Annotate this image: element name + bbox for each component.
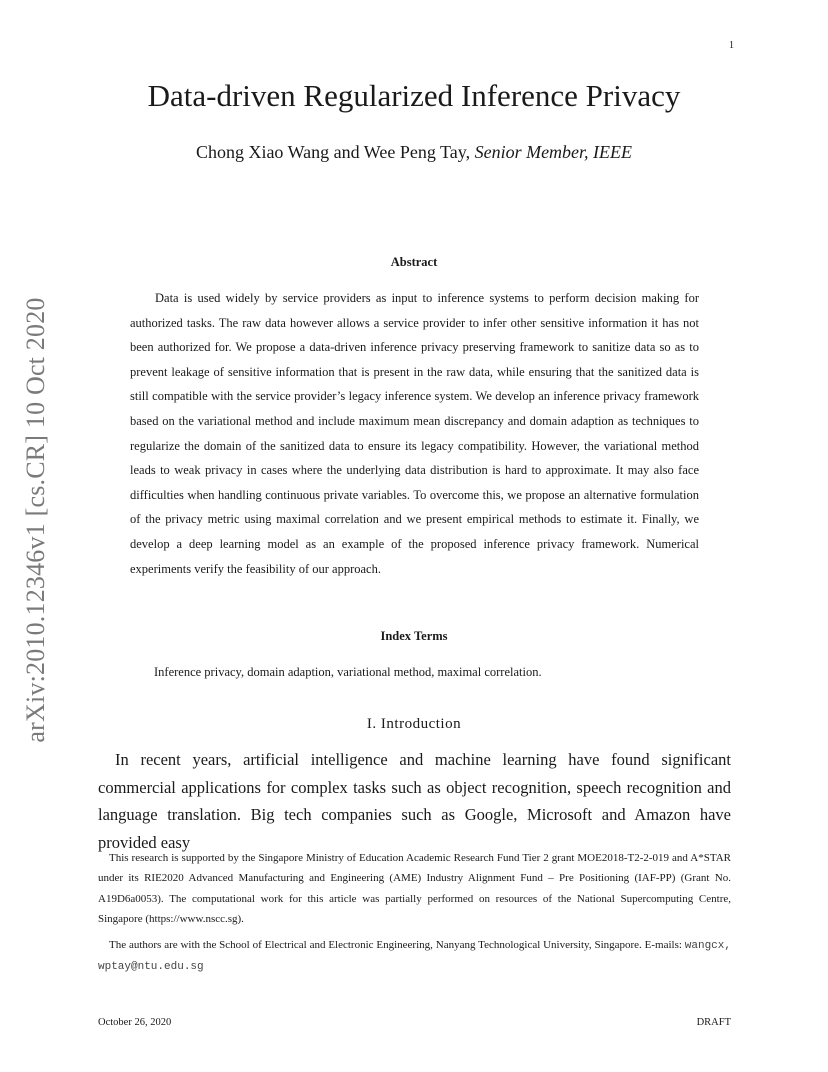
introduction-text: In recent years, artificial intelligence and machine learning have found significant commercial applications for complex tasks such as object recognition, speech recognition and language translation. Big tech companies such as Google, Microsoft and Amazon have provided easy bbox=[98, 750, 731, 852]
affiliation-text: The authors are with the School of Electrical and Electronic Engineering, Nanyang Technological University, Singapore. E-mails: bbox=[109, 939, 685, 951]
paper-title: Data-driven Regularized Inference Privacy bbox=[147, 78, 681, 113]
abstract-text: Data is used widely by service providers as input to inference systems to perform decision making for authorized tasks. The raw data however allows a service provider to infer other sensitive information it has not been authorized for. We propose a data-driven inference privacy preserving framework to sanitize data so as to prevent leakage of sensitive information that is present in the raw data, while ensuring that the sanitized data is still compatible with the service provider’s legacy inference system. We develop an inference privacy framework based on the variational method and include maximum mean discrepancy and domain adaption as techniques to regularize the domain of the sanitized data to ensure its legacy compatibility. However, the variational method leads to weak privacy in cases where the underlying data distribution is hard to approximate. It may also face difficulties when handling continuous private variables. To overcome this, we propose an alternative formulation of the privacy metric using maximal correlation and we present empirical methods to estimate it. Finally, we develop a deep learning model as an example of the proposed inference privacy framework. Numerical experiments verify the feasibility of our approach. bbox=[130, 291, 699, 576]
index-terms-text: Inference privacy, domain adaption, variational method, maximal correlation. bbox=[154, 665, 542, 679]
index-terms-heading: Index Terms bbox=[380, 629, 448, 643]
author-names: Chong Xiao Wang and Wee Peng Tay, bbox=[195, 142, 475, 162]
funding-footnote: This research is supported by the Singapore Ministry of Education Academic Research Fund Tier 2 grant MOE2018-T2-2-019 and A*STAR under its RIE2020 Advanced Manufacturing and Engineering (AME) Industry Alignment Fund – Pre Positioning (IAF-PP) (Grant No. A19D6a0053). The computational work for this article was partially performed on resources of the National Supercomputing Centre, Singapore (https://www.nscc.sg). bbox=[98, 852, 731, 925]
author-emails: wangcx, wptay@ntu.edu.sg bbox=[98, 940, 731, 974]
introduction-heading: I. Introduction bbox=[366, 716, 462, 732]
abstract-heading: Abstract bbox=[390, 255, 438, 269]
page-number: 1 bbox=[729, 40, 734, 51]
author-line bbox=[0, 140, 828, 164]
footer-draft-label: DRAFT bbox=[696, 1017, 731, 1028]
footer-date: October 26, 2020 bbox=[98, 1017, 172, 1028]
arxiv-stamp: arXiv:2010.12346v1 [cs.CR] 10 Oct 2020 bbox=[21, 297, 50, 743]
author-role: Senior Member, IEEE bbox=[474, 142, 633, 162]
affiliation-footnote bbox=[98, 935, 731, 978]
